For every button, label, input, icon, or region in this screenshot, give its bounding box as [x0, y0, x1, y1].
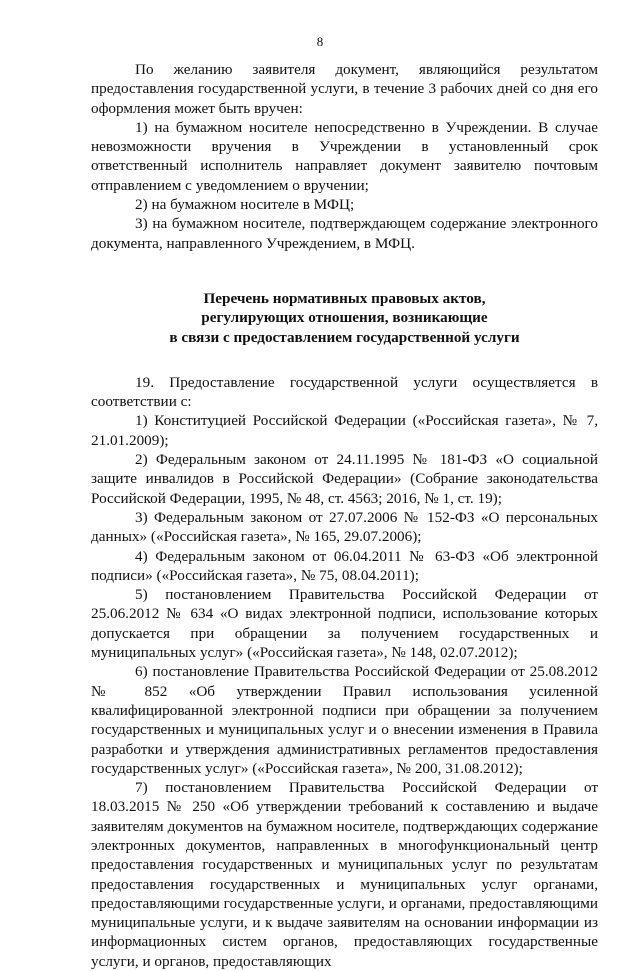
delivery-option-1: 1) на бумажном носителе непосредственно в Учреждении. В случае невозможности вручения в Учреждении в установленный срок ответственный исполнитель направляет документ заявителю почтовым отправлением с уведомлением о вручении; — [91, 118, 598, 194]
legal-act-3: 3) Федеральным законом от 27.07.2006 № 152-ФЗ «О персональных данных» («Российская газета», № 165, 29.07.2006); — [91, 508, 598, 546]
document-body — [91, 60, 598, 971]
legal-act-4: 4) Федеральным законом от 06.04.2011 № 63-ФЗ «Об электронной подписи» («Российская газета», № 75, 08.04.2011); — [91, 547, 598, 584]
legal-act-2: 2) Федеральным законом от 24.11.1995 № 181-ФЗ «О социальной защите инвалидов в Российской Федерации» (Собрание законодательства Российской Федерации, 1995, № 48, ст. 4563; 2016, № 1, ст. 19); — [91, 451, 598, 507]
delivery-option-3: 3) на бумажном носителе, подтверждающем содержание электронного документа, направленного Учреждением, в МФЦ. — [91, 215, 598, 252]
legal-act-5: 5) постановлением Правительства Российской Федерации от 25.06.2012 № 634 «О видах электронной подписи, использование которых допускается при обращении за получением государственных и муниципальных услуг» («Российская газета», № 148, 02.07.2012); — [91, 586, 598, 662]
paragraph-delivery-options: По желанию заявителя документ, являющийся результатом предоставления государственной услуги, в течение 3 рабочих дней со дня его оформления может быть вручен: — [91, 61, 598, 117]
section-heading-line-3: в связи с предоставлением государственной услуги — [169, 328, 520, 346]
paragraph-19: 19. Предоставление государственной услуги осуществляется в соответствии с: — [91, 373, 598, 411]
legal-act-7: 7) постановлением Правительства Российской Федерации от 18.03.2015 № 250 «Об утверждении требований к составлению и выдаче заявителям документов на бумажном носителе, подтверждающих содержание электронных документов, направленных в многофункциональный центр предоставления государственных и муниципальных услуг по результатам предоставления государственных и муниципальных услуг органами, предоставляющими государственные услуги, и органами, предоставляющими муниципальные услуги, и к выдаче заявителям на основании информации из информационных систем органов, предоставляющих государственные услуги, и органов, предоставляющих — [91, 779, 598, 970]
page-number: 8 — [316, 34, 324, 49]
legal-act-1: 1) Конституцией Российской Федерации («Российская газета», № 7, 21.01.2009); — [91, 412, 598, 449]
section-heading — [91, 289, 598, 347]
delivery-option-2: 2) на бумажном носителе в МФЦ; — [135, 196, 355, 214]
section-heading-line-2: регулирующих отношения, возникающие — [201, 309, 488, 327]
legal-act-6: 6) постановление Правительства Российской Федерации от 25.08.2012 № 852 «Об утверждении Правил использования усиленной квалифицированной электронной подписи при обращении за получением государственных и муниципальных услуг и о внесении изменения в Правила разработки и утверждения административных регламентов предоставления государственных услуг» («Российская газета», № 200, 31.08.2012); — [91, 663, 598, 777]
section-heading-line-1: Перечень нормативных правовых актов, — [203, 289, 486, 307]
